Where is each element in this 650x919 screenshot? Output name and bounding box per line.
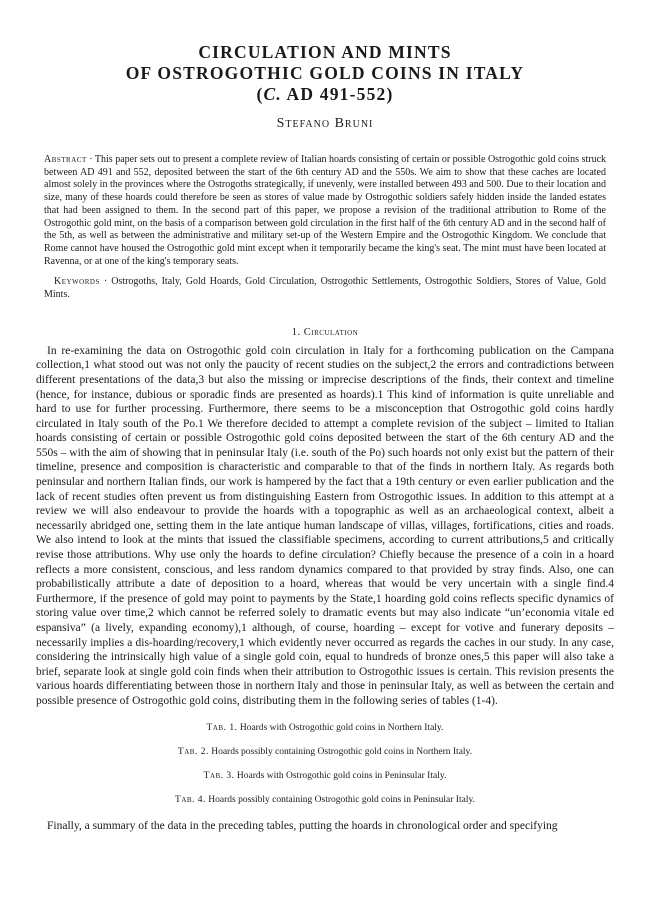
article-title <box>36 42 614 105</box>
title-line-2: OF OSTROGOTHIC GOLD COINS IN ITALY <box>125 63 525 83</box>
title-line-1: CIRCULATION AND MINTS <box>198 42 452 62</box>
body-text <box>36 344 614 709</box>
table-caption: Tab. 1. Hoards with Ostrogothic gold coins in Northern Italy. <box>206 722 444 733</box>
paragraph: In re-examining the data on Ostrogothic gold coin circulation in Italy for a forthcoming publication on the Campana collection,1 what stood out was not only the paucity of recent studies on the subject,2 the errors and contradictions between different presentations of the data,3 but also the missing or imprecise descriptions of the finds, their context and timeline (hence, for instance, dubious or sporadic finds are presented as hoards).1 This kind of information is quite unreliable and hard to use for further processing. Furthermore, there seems to be a misconception that Ostrogothic gold coins hardly circulated in Italy south of the Po.1 We therefore decided to attempt a complete revision of the subject – limited to Italian hoards consisting of certain or possible Ostrogothic gold coins deposited between the start of the 6th century AD and the 550s – with the aim of showing that in peninsular Italy (i.e. south of the Po) such hoards not only exist but the pattern of their timeline, presence and composition is characteristic and comparable to that of the finds in northern Italy. As regards both peninsular and northern Italian finds, our work is hampered by the fact that a 19th century or even earlier publication and the lack of recent studies often prevent us from distinguishing Eastern from Ostrogothic issues. In addition to this attempt at a review we will also endeavour to provide the hoards with a topographic as well as an archaeological context, albeit a necessarily abridged one, setting them in the late antique human landscape of villas, villages, fortifications, cities and roads. We also intend to look at the mints that issued the classifiable specimens, according to current attributions,5 and critically revise those attributions. Why use only the hoards to define circulation? Chiefly because the presence of a coin in a hoard reflects a more consistent, conscious, and less random dynamics compared to that provided by stray finds. Also, one can probabilistically attribute a date of deposition to a hoard, whereas that would be very uncertain with a single find.4 Furthermore, if the presence of gold may point to payments by the State,1 hoarding gold coins reflects specific dynamics of storing value over time,2 which cannot be referred solely to dramatic events but may also indicate “un’economia vitale ed espansiva” (a lively, expanding economy),1 although, of course, hoarding – except for votive and funerary deposits – necessarily implies a dis-hoarding/recovery,1 which evidently never occurred as regards the caches in our study. In any case, considering the intrinsically high value of a single gold coin, equal to hundreds of bronze ones,5 this paper will also take a brief, separate look at single gold coin finds when their attribution to Ostrogothic issues is certain. This revision presents the various hoards differentiating between those in northern Italy and those in peninsular Italy, as well as between the certain and possible presence of Ostrogothic gold coins, distributing them in the following series of tables (1-4). <box>36 344 614 707</box>
table-caption: Tab. 3. Hoards with Ostrogothic gold coins in Peninsular Italy. <box>203 770 447 781</box>
keywords-text: · Ostrogoths, Italy, Gold Hoards, Gold Circulation, Ostrogothic Settlements, Ostrogothic Soldiers, Stores of Value, Gold Mints. <box>44 276 607 301</box>
abstract <box>44 154 606 268</box>
closing-paragraph: Finally, a summary of the data in the preceding tables, putting the hoards in chronological order and specifying <box>47 819 558 832</box>
article-page <box>36 42 614 845</box>
section-heading: 1. Circulation <box>291 326 359 338</box>
table-caption: Tab. 2. Hoards possibly containing Ostrogothic gold coins in Northern Italy. <box>177 746 473 757</box>
table-caption: Tab. 4. Hoards possibly containing Ostrogothic gold coins in Peninsular Italy. <box>175 794 475 805</box>
abstract-label: Abstract <box>44 154 87 165</box>
title-line-3: (C. AD 491-552) <box>256 84 394 104</box>
abstract-text: · This paper sets out to present a complete review of Italian hoards consisting of certain or possible Ostrogothic gold coins struck between AD 491 and 552, deposited between the start of the 6th century AD and the 550s. We aim to show that these caches are located almost solely in the provinces where the Ostrogoths strategically, if unevenly, were installed between 493 and 500. Due to their location and size, many of these hoards could therefore be seen as stores of value made by Ostrogothic soldiers safely hidden inside the landed estates that had been assigned to them. In the second part of this paper, we propose a revision of the traditional attribution to Rome of the Ostrogothic gold mint, on the basis of a comparison between gold circulation in the first half of the 6th century AD and in the second half of the 5th, as well as between the administrative and military set-up of the Western Empire and the Ostrogothic Kingdom. We conclude that Rome cannot have housed the Ostrogothic gold mint except when it temporarily became the king's seat. The mint must have been located at Ravenna, or at one of the king's temporary seats. <box>44 154 607 267</box>
author-name: Stefano Bruni <box>276 116 374 131</box>
keywords-label: Keywords <box>54 276 100 288</box>
keywords <box>44 276 606 301</box>
